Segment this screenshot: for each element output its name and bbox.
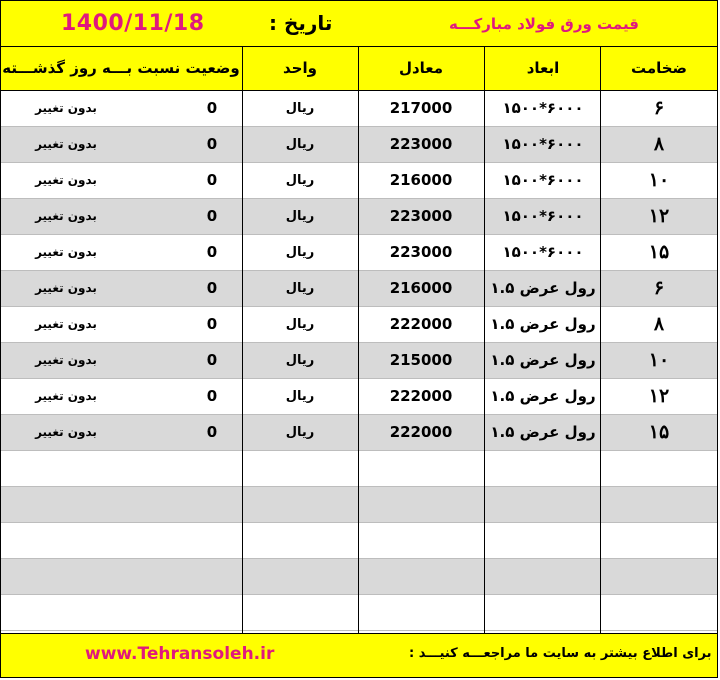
dimensions-cell: رول عرض ۱.۵: [490, 279, 596, 297]
thickness-cell: ۱۲: [648, 385, 670, 407]
table-body: [1, 91, 717, 631]
unit-cell: ریال: [285, 173, 315, 188]
status-cell: بدون تغییر: [35, 281, 97, 295]
thickness-cell: ۸: [653, 313, 665, 335]
column-header-unit: واحد: [283, 59, 317, 77]
empty-row: [1, 559, 717, 595]
dimensions-cell: رول عرض ۱.۵: [490, 351, 596, 369]
column-header-status: وضعیت نسبت بـــه روز گذشـــته: [2, 59, 240, 77]
empty-row: [1, 523, 717, 559]
website-link[interactable]: www.Tehransoleh.ir: [85, 644, 275, 664]
thickness-cell: ۶: [653, 97, 665, 119]
price-cell: 222000: [389, 315, 453, 333]
dimensions-cell: ۶۰۰۰*۱۵۰۰: [502, 99, 584, 117]
dimensions-cell: رول عرض ۱.۵: [490, 315, 596, 333]
change-cell: 0: [206, 279, 218, 297]
column-divider: [600, 47, 601, 633]
thickness-cell: ۱۰: [648, 349, 670, 371]
price-cell: 217000: [389, 99, 453, 117]
empty-row: [1, 487, 717, 523]
footer-bar: [1, 633, 717, 677]
dimensions-cell: ۶۰۰۰*۱۵۰۰: [502, 207, 584, 225]
title-bar: [1, 1, 717, 47]
price-cell: 223000: [389, 135, 453, 153]
unit-cell: ریال: [285, 389, 315, 404]
status-cell: بدون تغییر: [35, 389, 97, 403]
table-row: [1, 127, 717, 163]
table-row: [1, 379, 717, 415]
price-cell: 223000: [389, 207, 453, 225]
change-cell: 0: [206, 171, 218, 189]
price-date: 1400/11/18: [61, 11, 205, 36]
column-header-thickness: ضخامت: [630, 59, 688, 77]
sheet-title: قیمت ورق فولاد مبارکـــه: [449, 15, 639, 33]
status-cell: بدون تغییر: [35, 317, 97, 331]
unit-cell: ریال: [285, 425, 315, 440]
change-cell: 0: [206, 351, 218, 369]
table-row: [1, 343, 717, 379]
unit-cell: ریال: [285, 281, 315, 296]
status-cell: بدون تغییر: [35, 137, 97, 151]
thickness-cell: ۱۲: [648, 205, 670, 227]
change-cell: 0: [206, 243, 218, 261]
thickness-cell: ۱۵: [648, 421, 670, 443]
status-cell: بدون تغییر: [35, 101, 97, 115]
thickness-cell: ۸: [653, 133, 665, 155]
footer-info: برای اطلاع بیشتر به سایت ما مراجعـــه کنیـــد :: [409, 646, 712, 661]
status-cell: بدون تغییر: [35, 173, 97, 187]
change-cell: 0: [206, 315, 218, 333]
unit-cell: ریال: [285, 137, 315, 152]
unit-cell: ریال: [285, 353, 315, 368]
column-header-dimensions: ابعاد: [526, 59, 560, 77]
table-row: [1, 271, 717, 307]
status-cell: بدون تغییر: [35, 245, 97, 259]
change-cell: 0: [206, 99, 218, 117]
column-header-price: معادل: [398, 59, 444, 77]
change-cell: 0: [206, 423, 218, 441]
price-cell: 222000: [389, 387, 453, 405]
price-cell: 216000: [389, 279, 453, 297]
column-divider: [358, 47, 359, 633]
table-row: [1, 307, 717, 343]
thickness-cell: ۱۵: [648, 241, 670, 263]
price-cell: 216000: [389, 171, 453, 189]
thickness-cell: ۶: [653, 277, 665, 299]
table-header: [1, 47, 717, 91]
dimensions-cell: ۶۰۰۰*۱۵۰۰: [502, 135, 584, 153]
date-label: تاریخ :: [269, 11, 333, 35]
change-cell: 0: [206, 387, 218, 405]
table-row: [1, 163, 717, 199]
dimensions-cell: رول عرض ۱.۵: [490, 387, 596, 405]
status-cell: بدون تغییر: [35, 425, 97, 439]
price-cell: 222000: [389, 423, 453, 441]
table-row: [1, 199, 717, 235]
unit-cell: ریال: [285, 245, 315, 260]
column-divider: [484, 47, 485, 633]
thickness-cell: ۱۰: [648, 169, 670, 191]
status-cell: بدون تغییر: [35, 209, 97, 223]
dimensions-cell: ۶۰۰۰*۱۵۰۰: [502, 171, 584, 189]
unit-cell: ریال: [285, 317, 315, 332]
table-row: [1, 415, 717, 451]
price-cell: 215000: [389, 351, 453, 369]
empty-row: [1, 451, 717, 487]
dimensions-cell: رول عرض ۱.۵: [490, 423, 596, 441]
price-cell: 223000: [389, 243, 453, 261]
table-row: [1, 235, 717, 271]
change-cell: 0: [206, 207, 218, 225]
dimensions-cell: ۶۰۰۰*۱۵۰۰: [502, 243, 584, 261]
unit-cell: ریال: [285, 209, 315, 224]
status-cell: بدون تغییر: [35, 353, 97, 367]
table-row: [1, 91, 717, 127]
empty-row: [1, 595, 717, 631]
change-cell: 0: [206, 135, 218, 153]
unit-cell: ریال: [285, 101, 315, 116]
column-divider: [242, 47, 243, 633]
